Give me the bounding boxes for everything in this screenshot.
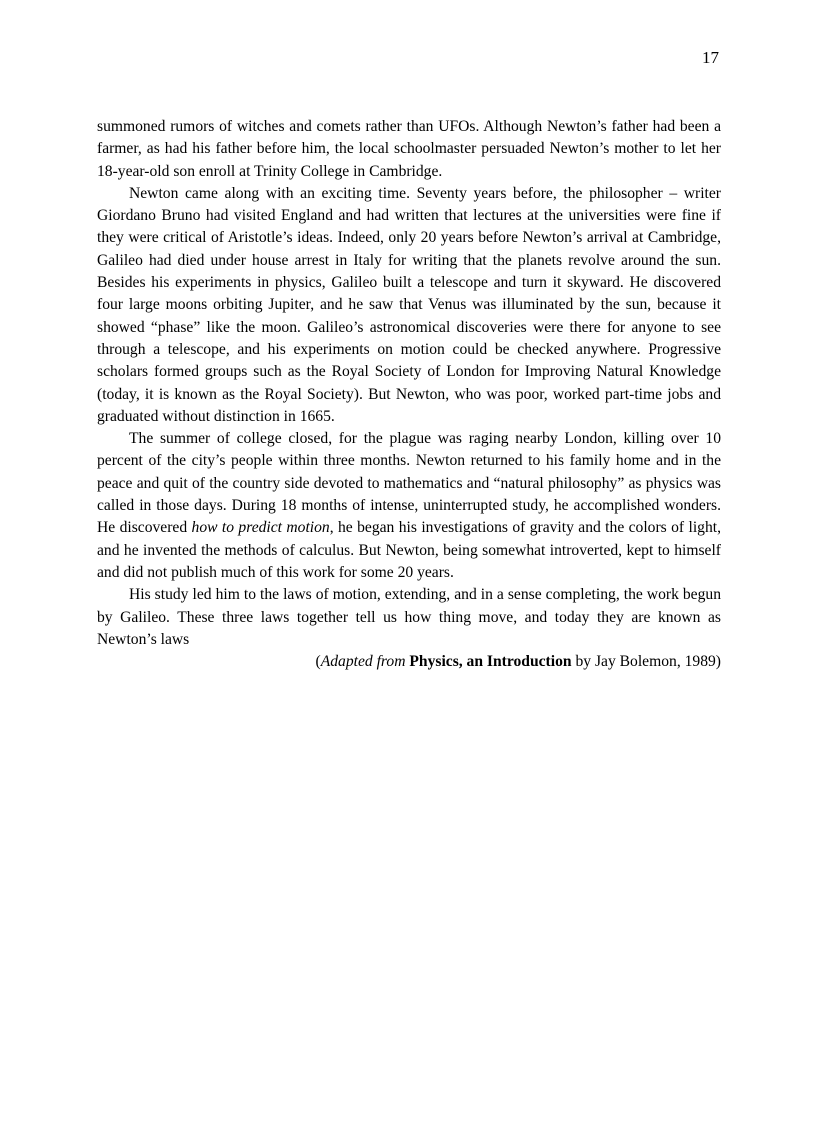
- paragraph-1: summoned rumors of witches and comets rather than UFOs. Although Newton’s father had been a farmer, as had his father before him, the local schoolmaster persuaded Newton’s mother to let her 18-year-old son enroll at Trinity College in Cambridge.: [97, 118, 721, 180]
- citation-book-title: Physics, an Introduction: [409, 653, 572, 671]
- paragraph-3: [97, 428, 721, 584]
- citation-author: by Jay Bolemon, 1989): [571, 653, 721, 671]
- source-citation: [97, 651, 721, 673]
- page-number: 17: [702, 48, 719, 67]
- paragraph-4: His study led him to the laws of motion, extending, and in a sense completing, the work begun by Galileo. These three laws together tell us how thing move, and today they are known as Newton’s laws: [97, 586, 721, 648]
- paragraph-3-text-after: , he began his investigations of gravity and the colors of light, and he invented the methods of calculus. But Newton, being somewhat introverted, kept to himself and did not publish much of this work for some 20 years.: [97, 519, 721, 581]
- paragraph-3-emphasis: how to predict motion: [191, 519, 330, 537]
- paragraph-3-text-before: The summer of college closed, for the plague was raging nearby London, killing over 10 percent of the city’s people within three months. Newton returned to his family home and in the peace and quit of the country side devoted to mathematics and “natural philosophy” as physics was called in those days. During 18 months of intense, uninterrupted study, he accomplished wonders. He discovered: [97, 430, 721, 537]
- citation-adapted-from: Adapted from: [320, 653, 406, 671]
- citation-open-paren: (: [315, 653, 321, 671]
- paragraph-2: Newton came along with an exciting time. Seventy years before, the philosopher – writer Giordano Bruno had visited England and had written that lectures at the universities were fine if they were critical of Aristotle’s ideas. Indeed, only 20 years before Newton’s arrival at Cambridge, Galileo had died under house arrest in Italy for writing that the planets revolve around the sun. Besides his experiments in physics, Galileo built a telescope and turn it skyward. He discovered four large moons orbiting Jupiter, and he saw that Venus was illuminated by the sun, because it showed “phase” like the moon. Galileo’s astronomical discoveries were there for anyone to see through a telescope, and his experiments on motion could be checked anywhere. Progressive scholars formed groups such as the Royal Society of London for Improving Natural Knowledge (today, it is known as the Royal Society). But Newton, who was poor, worked part-time jobs and graduated without distinction in 1665.: [97, 184, 721, 425]
- article-body: [97, 116, 721, 673]
